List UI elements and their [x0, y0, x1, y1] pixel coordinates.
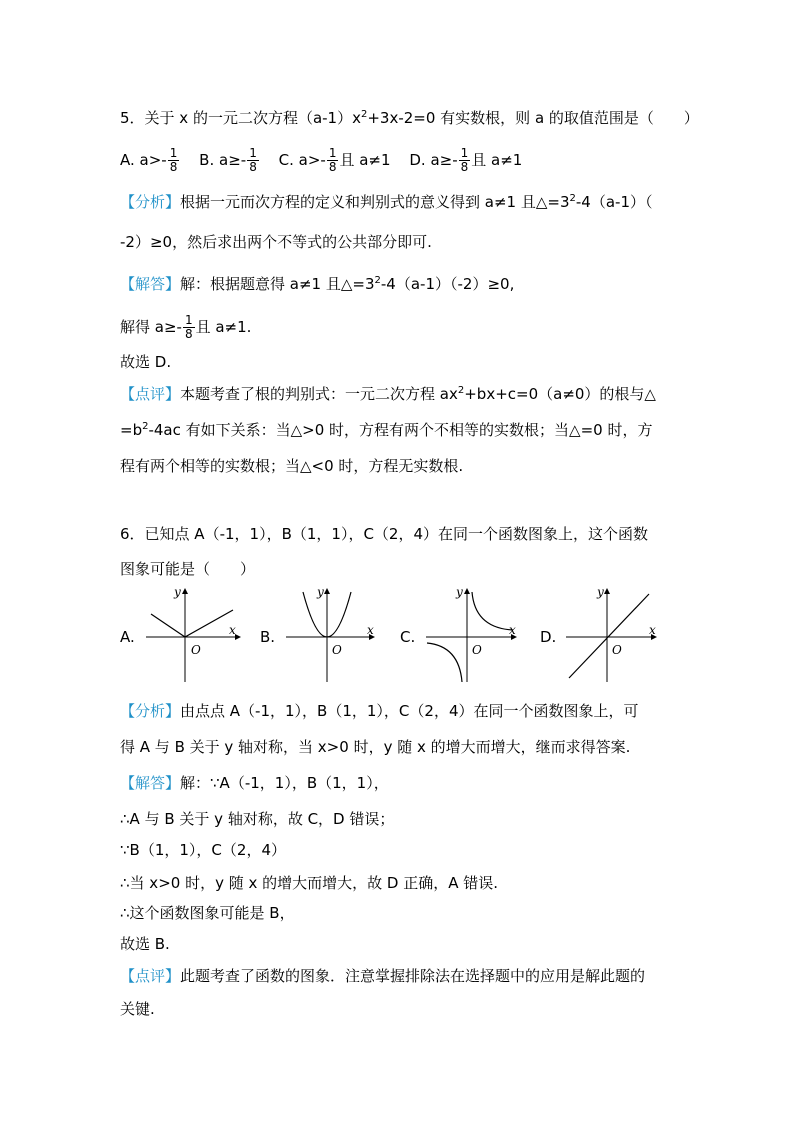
- fraction: $\frac{1}{8}$: [169, 146, 178, 174]
- solution-tag: 【解答】: [120, 275, 181, 293]
- graph-b[interactable]: [283, 582, 383, 686]
- q5-solution-line3: 故选 D.: [120, 353, 172, 371]
- y-axis-label: y: [317, 585, 324, 599]
- fraction: $\frac{1}{8}$: [460, 146, 469, 174]
- comment-tag: 【点评】: [120, 385, 181, 403]
- y-axis-label: y: [456, 585, 463, 599]
- origin-label: O: [472, 643, 482, 657]
- y-axis-label: y: [597, 585, 604, 599]
- analysis-tag: 【分析】: [120, 702, 181, 720]
- origin-label: O: [191, 643, 201, 657]
- origin-label: O: [612, 643, 622, 657]
- x-axis-label: x: [229, 623, 236, 637]
- option-b[interactable]: B. a≥- $\frac{1}{8}$: [199, 146, 257, 174]
- q5-stem: 5．关于 x 的一元二次方程$(a-1)x^2+3x-2=0$ 有实数根，则 a 的取值范围是（ ）: [120, 109, 699, 127]
- q6-stem-line1: 6．已知点 A（-1，1），B（1，1），C（2，4）在同一个函数图象上，这个函数: [120, 525, 649, 543]
- x-axis-label: x: [509, 623, 516, 637]
- q5-comment-line3: 程有两个相等的实数根；当△<0 时，方程无实数根.: [120, 457, 464, 475]
- graph-c-label[interactable]: C.: [400, 628, 416, 646]
- solution-tag: 【解答】: [120, 774, 181, 792]
- graph-a-label[interactable]: A.: [120, 628, 135, 646]
- q6-solution-line1: 【解答】解：∵A（-1，1），B（1，1），: [120, 774, 389, 792]
- q6-analysis-line2: 得 A 与 B 关于 y 轴对称，当 x>0 时，y 随 x 的增大而增大，继而求得答案.: [120, 738, 631, 756]
- fraction: $\frac{1}{8}$: [328, 146, 337, 174]
- analysis-tag: 【分析】: [120, 193, 181, 211]
- q6-solution-line6: 故选 B.: [120, 935, 170, 953]
- option-d[interactable]: D. a≥- $\frac{1}{8}$ 且 a≠1: [409, 146, 523, 174]
- origin-label: O: [332, 643, 342, 657]
- graph-b-label[interactable]: B.: [260, 628, 276, 646]
- q6-solution-line2: ∴A 与 B 关于 y 轴对称，故 C，D 错误；: [120, 810, 395, 828]
- x-axis-label: x: [367, 623, 374, 637]
- q5-analysis-line1: 【分析】根据一元而次方程的定义和判别式的意义得到 a≠1 且$\triangle=3^2-4(a-1)$（: [120, 193, 653, 211]
- q5-options: [120, 147, 536, 174]
- q6-solution-line5: ∴这个函数图象可能是 B，: [120, 904, 295, 922]
- q6-solution-line4: ∴当 x>0 时，y 随 x 的增大而增大，故 D 正确，A 错误.: [120, 874, 499, 892]
- option-a[interactable]: A. a>- $\frac{1}{8}$: [120, 146, 178, 174]
- graph-d-label[interactable]: D.: [540, 628, 557, 646]
- q6-analysis-line1: 【分析】由点点 A（-1，1），B（1，1），C（2，4）在同一个函数图象上，可: [120, 702, 639, 720]
- q6-solution-line3: ∵B（1，1），C（2，4）: [120, 841, 286, 859]
- comment-tag: 【点评】: [120, 967, 181, 985]
- q5-solution-line1: 【解答】解：根据题意得 a≠1 且$\triangle=3^2-4(a-1)(-2)\ge 0$,: [120, 275, 515, 293]
- fraction: $\frac{1}{8}$: [184, 313, 193, 341]
- x-axis-label: x: [649, 623, 656, 637]
- q6-comment-line1: 【点评】此题考查了函数的图象．注意掌握排除法在选择题中的应用是解此题的: [120, 967, 646, 985]
- q5-comment-line2: $=b^2-4ac$ 有如下关系：当△>0 时，方程有两个不相等的实数根；当△=0 时，方: [120, 421, 653, 439]
- q6-stem-line2: 图象可能是（ ）: [120, 560, 256, 578]
- q6-comment-line2: 关键.: [120, 1000, 155, 1018]
- q5-comment-line1: 【点评】本题考查了根的判别式：一元二次方程 $ax^2+bx+c=0(a\ne 0)$的根与△: [120, 385, 656, 403]
- fraction: $\frac{1}{8}$: [249, 146, 257, 174]
- graph-d[interactable]: [563, 582, 663, 686]
- q5-solution-line2: 解得 a≥- $\frac{1}{8}$ 且 a≠1.: [120, 313, 252, 341]
- option-c[interactable]: C. a>- $\frac{1}{8}$ 且 a≠1: [278, 146, 391, 174]
- y-axis-label: y: [174, 585, 181, 599]
- q5-analysis-line2: -2）≥0，然后求出两个不等式的公共部分即可.: [120, 233, 432, 251]
- graph-a[interactable]: [143, 582, 243, 686]
- graph-c[interactable]: [423, 582, 523, 686]
